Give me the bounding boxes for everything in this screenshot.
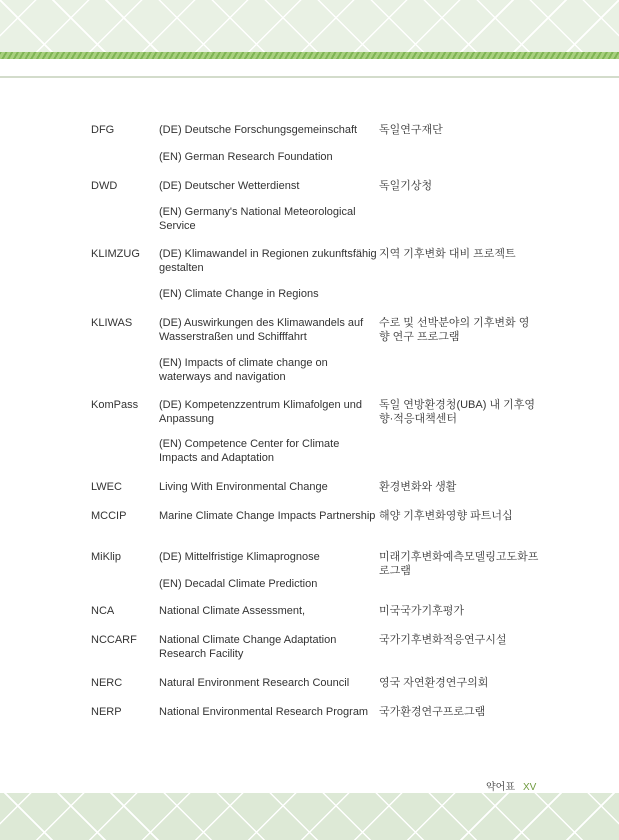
abbreviation: DFG — [91, 124, 115, 136]
abbreviation: KomPass — [91, 399, 139, 411]
full-name: (EN) Competence Center for Climate Impacts and Adaptation — [159, 438, 340, 464]
korean-name: 국가기후변화적응연구시설 — [379, 634, 507, 646]
abbreviation: MiKlip — [91, 551, 121, 563]
abbreviation: NCA — [91, 605, 115, 617]
korean-name: 영국 자연환경연구의회 — [379, 677, 489, 689]
abbreviation: LWEC — [91, 481, 122, 493]
full-name: Marine Climate Change Impacts Partnership — [159, 510, 376, 522]
full-name: (EN) Decadal Climate Prediction — [159, 578, 318, 590]
footer-section-label: 약어표 — [486, 782, 515, 793]
header-rule — [0, 76, 619, 78]
full-name: (EN) Climate Change in Regions — [159, 288, 319, 300]
korean-name: 미래기후변화예측모델링고도화프로그램 — [379, 551, 539, 577]
full-name: National Climate Change Adaptation Research Facility — [159, 634, 337, 660]
page-number: XV — [522, 782, 537, 793]
page-footer — [486, 778, 536, 793]
full-name: National Environmental Research Program — [159, 706, 369, 718]
korean-name: 미국국가기후평가 — [379, 605, 465, 617]
abbreviation: KLIWAS — [91, 317, 133, 329]
footer-pattern — [0, 793, 619, 840]
korean-name: 환경변화와 생활 — [379, 481, 457, 493]
header-stripe — [0, 52, 619, 59]
korean-name: 국가환경연구프로그램 — [379, 706, 486, 718]
full-name: (EN) Germany's National Meteorological Service — [159, 206, 356, 232]
korean-name: 독일연구재단 — [379, 124, 443, 136]
header-pattern — [0, 0, 619, 52]
full-name: (DE) Auswirkungen des Klimawandels auf Wasserstraßen und Schifffahrt — [159, 317, 364, 343]
full-name: (DE) Deutsche Forschungsgemeinschaft — [159, 124, 358, 136]
korean-name: 해양 기후변화영향 파트너십 — [379, 510, 513, 522]
abbreviation: DWD — [91, 180, 118, 192]
abbreviation: KLIMZUG — [91, 248, 140, 260]
full-name: (DE) Kompetenzzentrum Klimafolgen und Anpassung — [159, 399, 362, 425]
full-name: (DE) Deutscher Wetterdienst — [159, 180, 300, 192]
abbreviation: NERP — [91, 706, 122, 718]
full-name: National Climate Assessment, — [159, 605, 306, 617]
full-name: (EN) German Research Foundation — [159, 151, 333, 163]
korean-name: 수로 및 선박분야의 기후변화 영향 연구 프로그램 — [379, 317, 530, 343]
korean-name: 지역 기후변화 대비 프로젝트 — [379, 248, 516, 260]
korean-name: 독일기상청 — [379, 180, 433, 192]
full-name: Natural Environment Research Council — [159, 677, 350, 689]
full-name: (DE) Klimawandel in Regionen zukunftsfähig gestalten — [159, 248, 377, 274]
full-name: Living With Environmental Change — [159, 481, 328, 493]
korean-name: 독일 연방환경청(UBA) 내 기후영향·적응대책센터 — [379, 399, 535, 425]
abbreviation: NERC — [91, 677, 123, 689]
full-name: (EN) Impacts of climate change on waterways and navigation — [159, 357, 328, 383]
abbreviation: NCCARF — [91, 634, 137, 646]
full-name: (DE) Mittelfristige Klimaprognose — [159, 551, 320, 563]
abbreviation: MCCIP — [91, 510, 127, 522]
